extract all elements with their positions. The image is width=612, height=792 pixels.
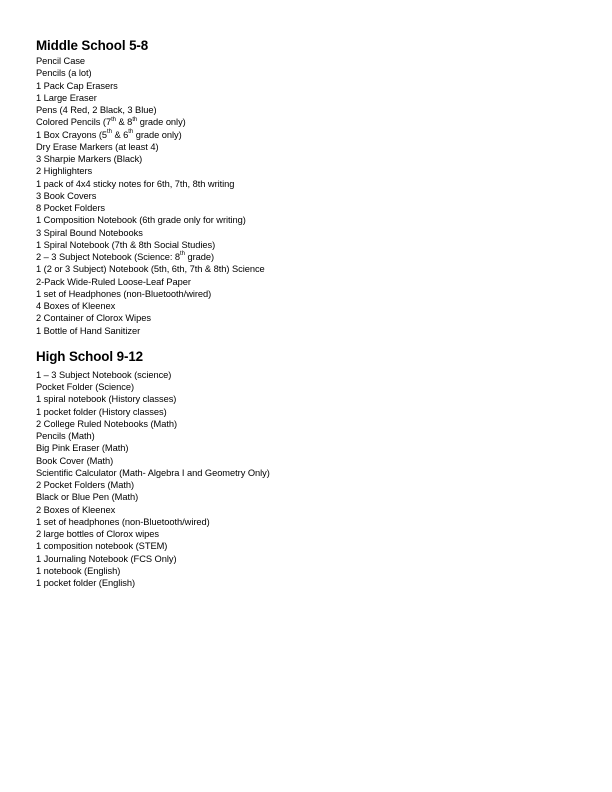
list-item: 4 Boxes of Kleenex	[36, 301, 116, 311]
list-item: 1 Spiral Notebook (7th & 8th Social Studies)	[36, 239, 216, 250]
list-item: 2-Pack Wide-Ruled Loose-Leaf Paper	[36, 276, 191, 287]
middle-school-section	[36, 38, 576, 337]
list-item: 2 large bottles of Clorox wipes	[36, 529, 159, 539]
high-school-supply-list	[36, 369, 576, 590]
list-item: 3 Sharpie Markers (Black)	[36, 154, 143, 164]
list-item: 1 notebook (English)	[36, 565, 121, 576]
middle-school-supply-list	[36, 55, 576, 337]
list-item: Dry Erase Markers (at least 4)	[36, 141, 159, 152]
list-item: 1 spiral notebook (History classes)	[36, 394, 177, 405]
list-item: 1 Journaling Notebook (FCS Only)	[36, 553, 177, 564]
list-item: 1 pocket folder (History classes)	[36, 406, 167, 417]
list-item: 1 (2 or 3 Subject) Notebook (5th, 6th, 7th & 8th) Science	[36, 264, 265, 275]
list-item: 3 Book Covers	[36, 190, 97, 201]
list-item: 2 Boxes of Kleenex	[36, 504, 116, 515]
list-item: Scientific Calculator (Math- Algebra I and Geometry Only)	[36, 467, 270, 478]
list-item: 1 Bottle of Hand Sanitizer	[36, 325, 141, 336]
list-item: 2 Pocket Folders (Math)	[36, 480, 135, 490]
high-school-section	[36, 349, 576, 590]
document-page	[36, 38, 576, 589]
list-item: 3 Spiral Bound Notebooks	[36, 227, 143, 238]
list-item: Pocket Folder (Science)	[36, 382, 135, 392]
list-item: Black or Blue Pen (Math)	[36, 492, 139, 503]
list-item: 1 composition notebook (STEM)	[36, 541, 168, 552]
high-school-heading: High School 9-12	[36, 348, 144, 364]
list-item: 1 Large Eraser	[36, 92, 97, 103]
list-item: 1 Pack Cap Erasers	[36, 80, 118, 91]
list-item: 1 set of Headphones (non-Bluetooth/wired)	[36, 288, 212, 299]
list-item: Pens (4 Red, 2 Black, 3 Blue)	[36, 105, 157, 115]
list-item: 1 – 3 Subject Notebook (science)	[36, 369, 172, 380]
middle-school-heading: Middle School 5-8	[36, 38, 149, 53]
list-item: 1 Composition Notebook (6th grade only for writing)	[36, 215, 246, 226]
list-item: 1 Box Crayons (5th & 6th grade only)	[36, 128, 182, 140]
list-item: 1 pocket folder (English)	[36, 578, 136, 588]
list-item: Pencils (a lot)	[36, 68, 92, 79]
list-item: 8 Pocket Folders	[36, 203, 105, 213]
list-item: 1 pack of 4x4 sticky notes for 6th, 7th, 8th writing	[36, 178, 235, 189]
list-item: Book Cover (Math)	[36, 455, 114, 466]
list-item: Pencil Case	[36, 56, 86, 66]
list-item: Pencils (Math)	[36, 431, 95, 441]
list-item: 2 – 3 Subject Notebook (Science: 8th grade)	[36, 251, 215, 262]
list-item: 1 set of headphones (non-Bluetooth/wired)	[36, 516, 210, 527]
list-item: Colored Pencils (7th & 8th grade only)	[36, 116, 186, 128]
list-item: 2 Highlighters	[36, 166, 93, 177]
list-item: 2 College Ruled Notebooks (Math)	[36, 418, 178, 429]
list-item: 2 Container of Clorox Wipes	[36, 313, 151, 324]
list-item: Big Pink Eraser (Math)	[36, 443, 129, 454]
